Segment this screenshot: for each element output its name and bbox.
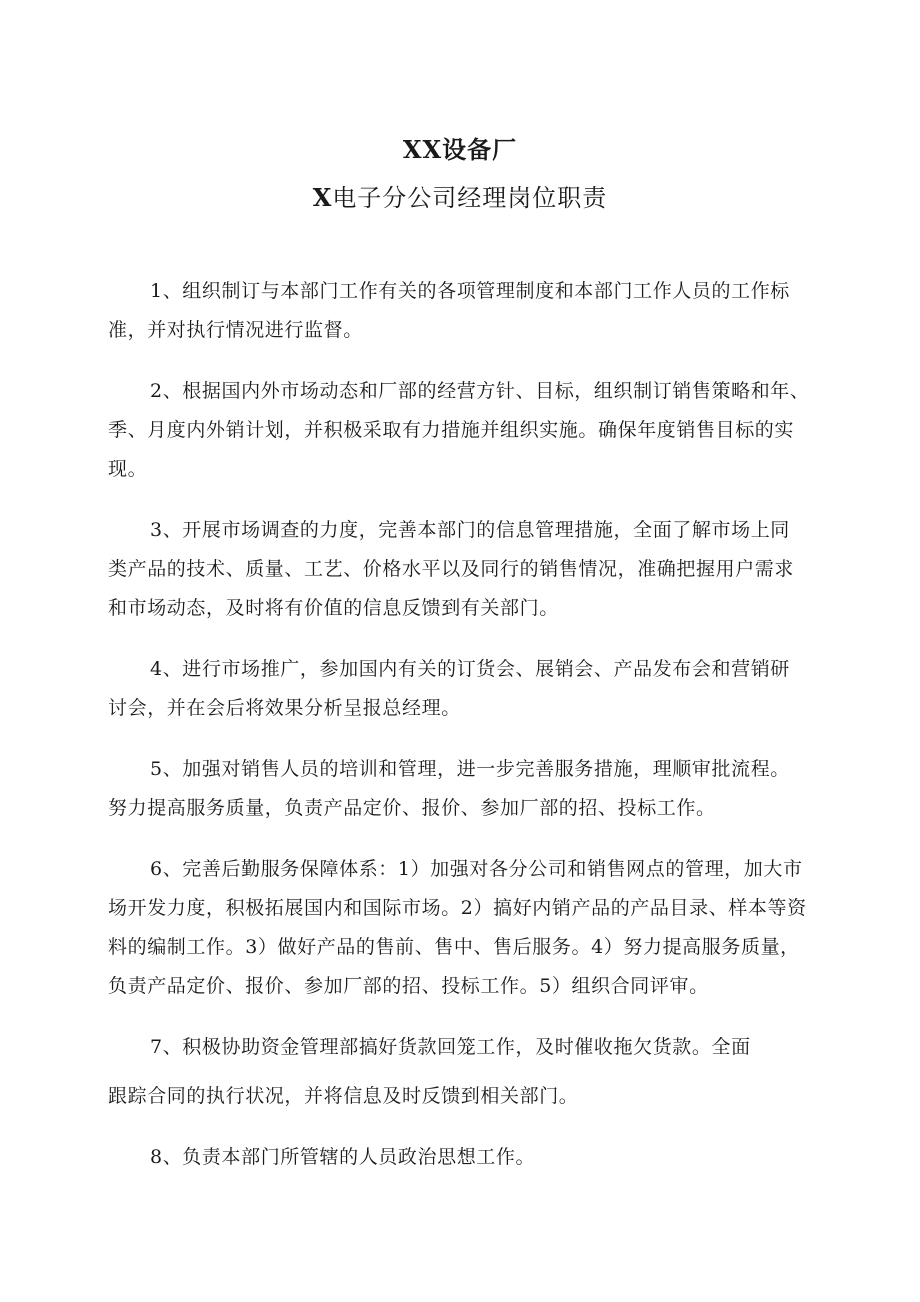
title-company-name: 设备厂 [442, 135, 518, 164]
duty-paragraph-8 [108, 1138, 828, 1177]
duty-line: 负责产品定价、报价、参加厂部的招、投标工作。5）组织合同评审。 [108, 975, 709, 997]
duty-line: 7、积极协助资金管理部搞好货款回笼工作，及时催收拖欠货款。全面 [150, 1036, 751, 1058]
duty-line: 类产品的技术、质量、工艺、价格水平以及同行的销售情况，准确把握用户需求 [108, 558, 795, 580]
duty-line: 2、根据国内外市场动态和厂部的经营方针、目标，组织制订销售策略和年、 [150, 380, 810, 402]
duty-line: 8、负责本部门所管辖的人员政治思想工作。 [150, 1146, 536, 1168]
duty-paragraph-4 [108, 650, 828, 728]
duty-paragraph-7 [108, 1028, 828, 1116]
duty-paragraph-3 [108, 511, 828, 628]
duty-line: 努力提高服务质量，负责产品定价、报价、参加厂部的招、投标工作。 [108, 797, 716, 819]
duty-paragraph-5 [108, 750, 828, 828]
duty-line: 料的编制工作。3）做好产品的售前、售中、售后服务。4）努力提高服务质量， [108, 936, 800, 958]
duty-line: 季、月度内外销计划，并积极采取有力措施并组织实施。确保年度销售目标的实 [108, 419, 795, 441]
duty-paragraph-1 [108, 272, 828, 350]
document-title-position [0, 180, 920, 216]
title-company-prefix: XX [402, 135, 443, 164]
duty-paragraph-2 [108, 372, 828, 489]
duty-line: 1、组织制订与本部门工作有关的各项管理制度和本部门工作人员的工作标 [150, 280, 790, 302]
duty-line: 6、完善后勤服务保障体系：1）加强对各分公司和销售网点的管理，加大市 [150, 858, 803, 880]
duty-line: 5、加强对销售人员的培训和管理，进一步完善服务措施，理顺审批流程。 [150, 758, 790, 780]
duty-line: 4、进行市场推广，参加国内有关的订货会、展销会、产品发布会和营销研 [150, 658, 790, 680]
duty-line: 场开发力度，积极拓展国内和国际市场。2）搞好内销产品的产品目录、样本等资 [108, 897, 807, 919]
duty-line: 准，并对执行情况进行监督。 [108, 319, 363, 341]
duty-paragraph-6 [108, 850, 828, 1006]
duty-line: 讨会，并在会后将效果分析呈报总经理。 [108, 697, 461, 719]
duty-line: 3、开展市场调查的力度，完善本部门的信息管理措施，全面了解市场上同 [150, 519, 790, 541]
title-position-name: 电子分公司经理岗位职责 [332, 184, 608, 212]
duties-list [108, 272, 828, 1199]
duty-line: 和市场动态，及时将有价值的信息反馈到有关部门。 [108, 597, 559, 619]
document-title-company [0, 132, 920, 168]
title-position-prefix: X [312, 183, 333, 212]
duty-line: 跟踪合同的执行状况，并将信息及时反馈到相关部门。 [108, 1085, 579, 1107]
duty-line: 现。 [108, 458, 148, 480]
